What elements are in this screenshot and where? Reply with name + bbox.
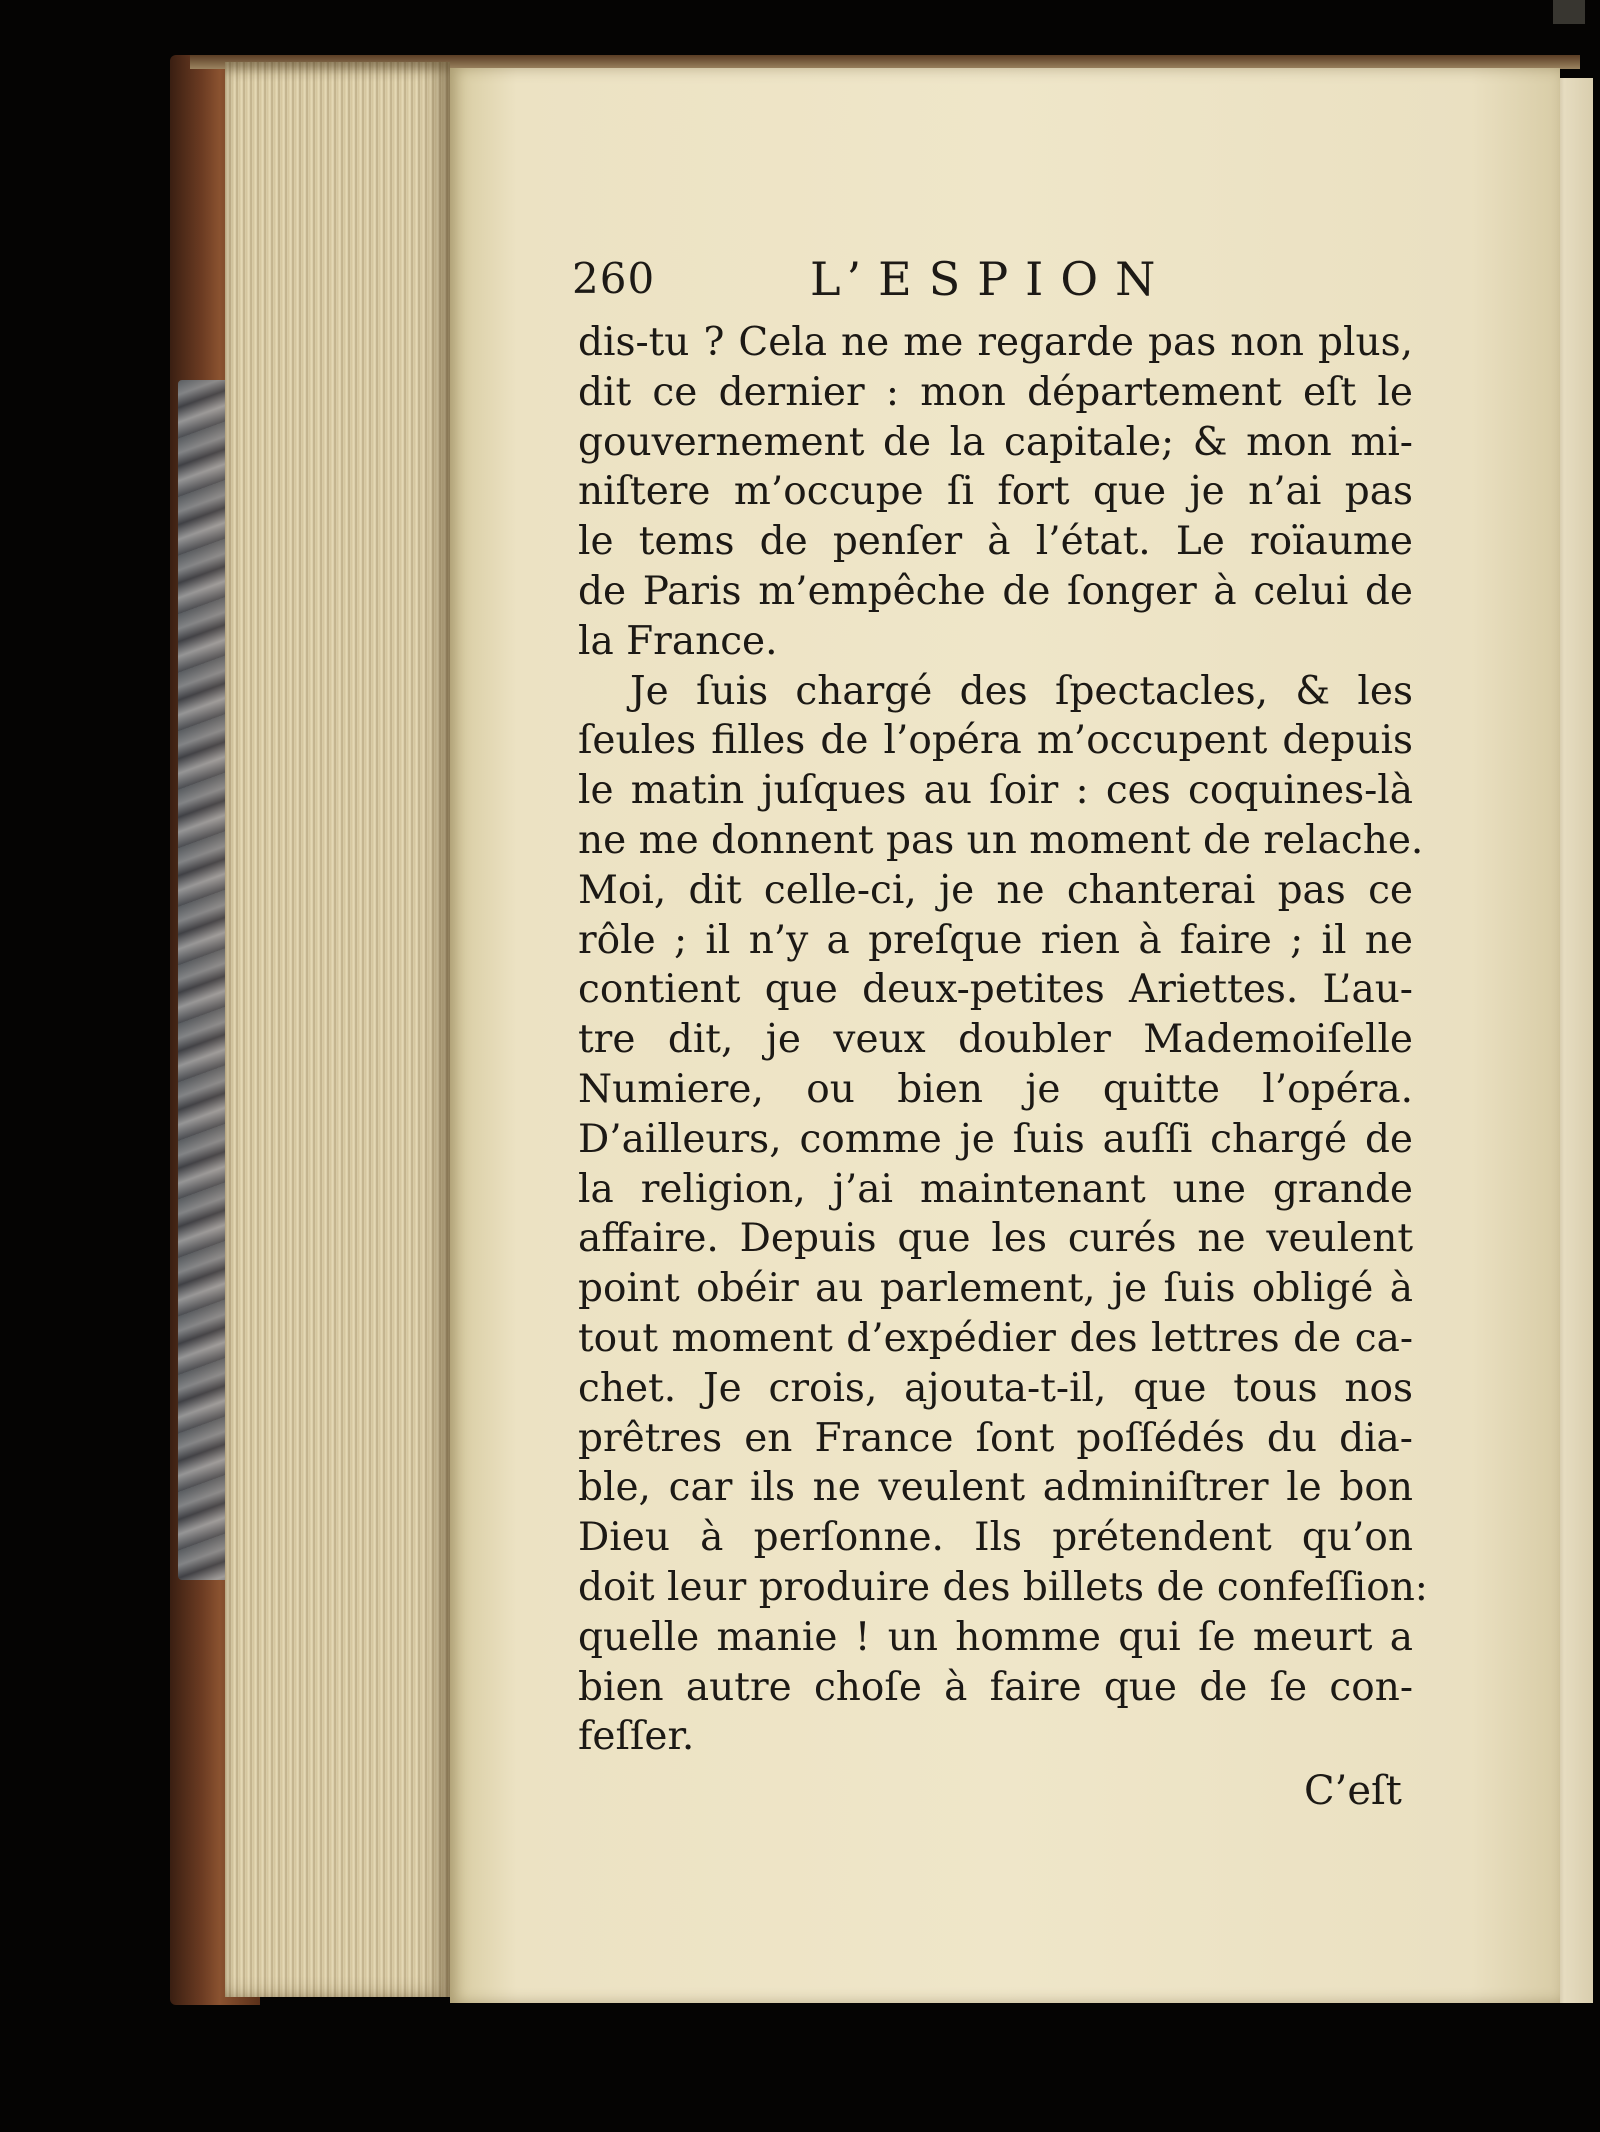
text-line: ſeules filles de l’opéra m’occupent depuis <box>578 718 1413 764</box>
text-line: gouvernement de la capitale; & mon mi- <box>578 419 1413 465</box>
running-title: L’ESPION <box>810 252 1173 306</box>
text-line: chet. Je crois, ajouta-t-il, que tous nos <box>578 1365 1413 1411</box>
text-line: bien autre choſe à faire que de ſe con- <box>578 1664 1413 1710</box>
text-line: le matin juſques au ſoir : ces coquines-là <box>578 768 1413 814</box>
text-line: dis-tu ? Cela ne me regarde pas non plus, <box>578 320 1413 365</box>
text-line: le tems de penſer à l’état. Le roïaume <box>578 519 1413 565</box>
text-line: feſſer. <box>578 1714 695 1760</box>
text-line: tre dit, je veux doubler Mademoiſelle <box>578 1017 1413 1063</box>
text-line: tout moment d’expédier des lettres de ca- <box>578 1315 1413 1361</box>
text-line: de Paris m’empêche de ſonger à celui de <box>578 568 1413 614</box>
text-line: Je ſuis chargé des ſpectacles, & les <box>630 668 1413 714</box>
text-line: prêtres en France ſont poſſédés du dia- <box>578 1415 1413 1461</box>
page-header <box>572 252 1212 312</box>
text-line: Dieu à perſonne. Ils prétendent qu’on <box>578 1515 1413 1561</box>
text-line: ble, car ils ne veulent adminiſtrer le bon <box>578 1465 1413 1511</box>
text-line: Moi, dit celle-ci, je ne chanterai pas ce <box>578 867 1413 913</box>
scan-corner-mark <box>1553 0 1585 24</box>
text-line: point obéir au parlement, je ſuis obligé à <box>578 1266 1413 1312</box>
text-line: doit leur produire des billets de confeſſion: <box>578 1564 1428 1610</box>
text-line: rôle ; il n’y a preſque rien à faire ; il ne <box>578 917 1413 963</box>
text-line: quelle manie ! un homme qui ſe meurt a <box>578 1614 1413 1660</box>
text-line: D’ailleurs, comme je ſuis auſſi chargé de <box>578 1116 1413 1162</box>
text-line: la religion, j’ai maintenant une grande <box>578 1166 1413 1212</box>
page-number: 260 <box>572 254 656 303</box>
text-line: ne me donnent pas un moment de relache. <box>578 817 1424 863</box>
text-line: niſtere m’occupe ſi fort que je n’ai pas <box>578 469 1413 515</box>
text-line: contient que deux-petites Ariettes. L’au- <box>578 967 1413 1013</box>
text-line: dit ce dernier : mon département eſt le <box>578 369 1413 415</box>
page-edges <box>225 62 450 1997</box>
catchword: C’eſt <box>1304 1768 1402 1814</box>
text-line: affaire. Depuis que les curés ne veulent <box>578 1216 1413 1262</box>
text-line: la France. <box>578 618 778 664</box>
body-text <box>578 318 1428 1762</box>
text-line: Numiere, ou bien je quitte l’opéra. <box>578 1066 1413 1112</box>
